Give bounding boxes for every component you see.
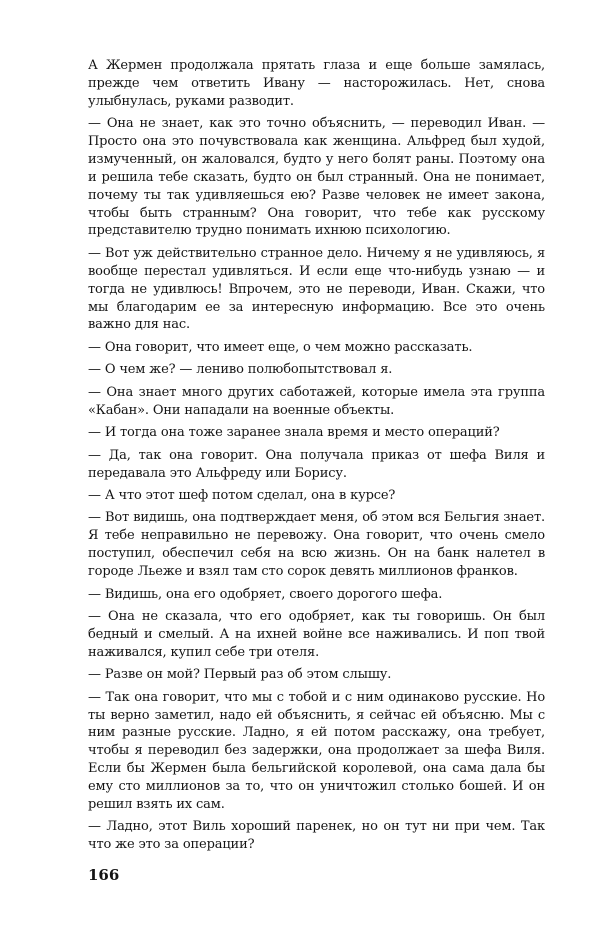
paragraph-1: А Жермен продолжала прятать глаза и еще больше замялась, прежде чем ответить Ивану — насторожилась. Нет, снова улыбнулась, руками разводит. [88, 58, 545, 109]
paragraph-13: — Разве он мой? Первый раз об этом слышу. [88, 667, 392, 683]
paragraph-9: — А что этот шеф потом сделал, она в курсе? [88, 488, 396, 503]
paragraph-12: — Она не сказала, что его одобряет, как ты говоришь. Он был бедный и смелый. А на ихней войне все наживались. И поп твой наживался, купил себе три отеля. [88, 609, 545, 660]
paragraph-2: — Она не знает, как это точно объяснить, — переводил Иван. — Просто она это почувствовала как женщина. Альфред был худой, измученный, он жаловался, будто у него болят раны. Поэтому она и решила тебе сказать, будто он был странный. Она не понимает, почему ты так удивляешься ею? Разве человек не имеет закона, чтобы быть странным? Она говорит, что тебе как русскому представителю трудно понимать ихнюю психологию. [88, 116, 545, 239]
paragraph-4: — Она говорит, что имеет еще, о чем можно рассказать. [88, 339, 473, 355]
paragraph-7: — И тогда она тоже заранее знала время и место операций? [88, 425, 500, 441]
paragraph-14: — Так она говорит, что мы с тобой и с ним одинаково русские. Но ты верно заметил, надо ей объяснить, я сейчас ей объясню. Мы с ним разные русские. Ладно, я ей потом расскажу, она требует, чтобы я переводил без задержки, она продолжает за шефа Виля. Если бы Жермен была бельгийской королевой, она сама дала бы ему сто миллионов за то, что он уничтожил столько бошей. И он решил взять их сам. [88, 689, 545, 812]
paragraph-15: — Ладно, этот Виль хороший паренек, но он тут ни при чем. Так что же это за операции? [88, 819, 545, 853]
paragraph-11: — Видишь, она его одобряет, своего дорогого шефа. [88, 586, 443, 602]
paragraph-6: — Она знает много других саботажей, которые имела эта группа «Кабан». Они нападали на военные объекты. [88, 384, 545, 418]
paragraph-5: — О чем же? — лениво полюбопытствовал я. [88, 362, 393, 378]
paragraph-3: — Вот уж действительно странное дело. Ничему я не удивляюсь, я вообще перестал удивляться. И если еще что-нибудь узнаю — и тогда не удивлюсь! Впрочем, это не переводи, Иван. Скажи, что мы благодарим ее за интересную информацию. Все это очень важно для нас. [88, 245, 545, 333]
paragraph-10: — Вот видишь, она подтверждает меня, об этом вся Бельгия знает. Я тебе неправильно не перевожу. Она говорит, что очень смело поступил, обеспечил себя на всю жизнь. Он на банк налетел в городе Льеже и взял там сто сорок девять миллионов франков. [88, 510, 545, 580]
paragraph-8: — Да, так она говорит. Она получала приказ от шефа Виля и передавала это Альфреду или Борису. [88, 447, 545, 481]
page-text [88, 57, 545, 854]
page-number: 166 [88, 866, 120, 884]
